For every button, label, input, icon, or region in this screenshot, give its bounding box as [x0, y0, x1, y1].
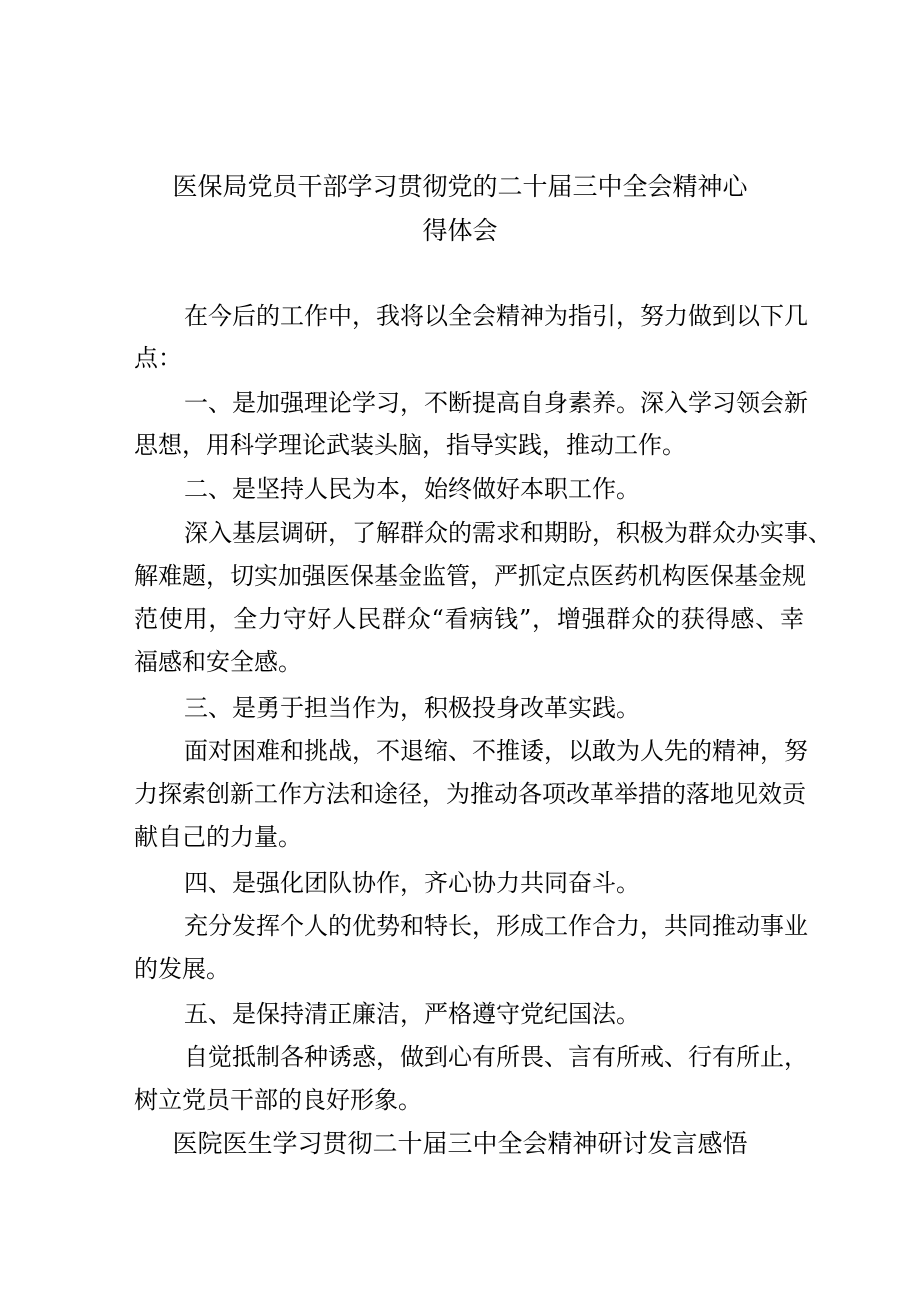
point-1-line: 一、是加强理论学习，不断提高自身素养。深入学习领会新	[184, 389, 808, 417]
point-3-body-line: 面对困难和挑战，不退缩、不推诿，以敢为人先的精神，努	[184, 737, 808, 765]
point-3-heading: 三、是勇于担当作为，积极投身改革实践。	[184, 694, 640, 722]
intro-paragraph-line: 在今后的工作中，我将以全会精神为指引，努力做到以下几	[184, 302, 808, 330]
point-4-body-line: 充分发挥个人的优势和特长，形成工作合力，共同推动事业	[184, 912, 808, 940]
point-3-body-line: 力探索创新工作方法和途径，为推动各项改革举措的落地见效贡	[134, 780, 806, 808]
point-2-body-line: 范使用，全力守好人民群众“看病钱”，增强群众的获得感、幸	[134, 605, 804, 633]
document-title-line-2: 得体会	[422, 216, 498, 245]
point-2-body-line: 福感和安全感。	[134, 648, 302, 676]
point-5-body-line: 自觉抵制各种诱惑，做到心有所畏、言有所戒、行有所止，	[184, 1043, 808, 1071]
intro-paragraph-line: 点：	[134, 344, 182, 372]
point-5-heading: 五、是保持清正廉洁，严格遵守党纪国法。	[184, 1000, 640, 1028]
next-article-title: 医院医生学习贯彻二十届三中全会精神研讨发言感悟	[172, 1129, 748, 1158]
point-2-heading: 二、是坚持人民为本，始终做好本职工作。	[184, 475, 640, 503]
point-5-body-line: 树立党员干部的良好形象。	[134, 1086, 422, 1114]
point-2-body-line: 深入基层调研，了解群众的需求和期盼，积极为群众办实事、	[184, 519, 832, 547]
point-1-line: 思想，用科学理论武装头脑，指导实践，推动工作。	[134, 431, 686, 459]
point-4-heading: 四、是强化团队协作，齐心协力共同奋斗。	[184, 869, 640, 897]
point-4-body-line: 的发展。	[134, 955, 230, 983]
point-3-body-line: 献自己的力量。	[134, 823, 302, 851]
point-2-body-line: 解难题，切实加强医保基金监管，严抓定点医药机构医保基金规	[134, 562, 806, 590]
document-title-line-1: 医保局党员干部学习贯彻党的二十届三中全会精神心	[172, 172, 748, 201]
